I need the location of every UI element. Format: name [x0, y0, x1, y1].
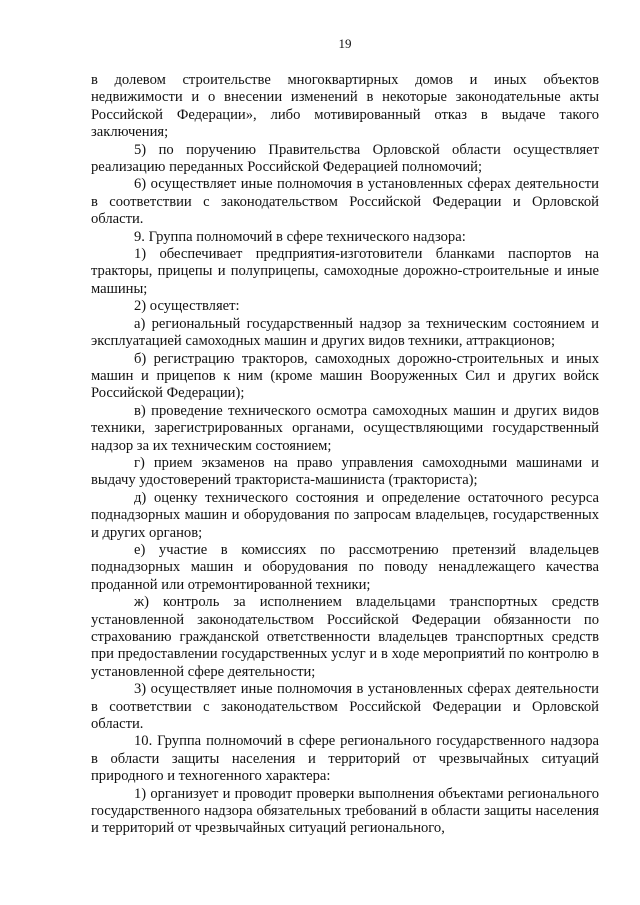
paragraph: а) региональный государственный надзор за техническим состоянием и эксплуатацией самоходных машин и других видов техники, аттракционов;	[91, 315, 599, 350]
paragraph: 3) осуществляет иные полномочия в установленных сферах деятельности в соответствии с законодательством Российской Федерации и Орловской области.	[91, 681, 599, 733]
paragraph: 6) осуществляет иные полномочия в установленных сферах деятельности в соответствии с законодательством Российской Федерации и Орловской области.	[91, 176, 599, 228]
paragraph: ж) контроль за исполнением владельцами транспортных средств установленной законодательством Российской Федерации обязанности по страхованию гражданской ответственности владельцев транспортных средств при предоставлении государственных услуг и в ходе мероприятий по контролю в установленной сфере деятельности;	[91, 594, 599, 680]
paragraph: г) прием экзаменов на право управления самоходными машинами и выдачу удостоверений тракториста-машиниста (тракториста);	[91, 454, 599, 489]
paragraph: 10. Группа полномочий в сфере регионального государственного надзора в области защиты населения и территорий от чрезвычайных ситуаций природного и техногенного характера:	[91, 733, 599, 785]
paragraph: 9. Группа полномочий в сфере технического надзора:	[134, 228, 466, 245]
paragraph: 5) по поручению Правительства Орловской области осуществляет реализацию переданных Российской Федерацией полномочий;	[91, 141, 599, 176]
paragraph: 1) организует и проводит проверки выполнения объектами регионального государственного надзора обязательных требований в области защиты населения и территорий от чрезвычайных ситуаций регионального,	[91, 785, 599, 837]
page-number: 19	[338, 36, 352, 51]
paragraph: е) участие в комиссиях по рассмотрению претензий владельцев поднадзорных машин и оборудования по поводу ненадлежащего качества проданной или отремонтированной техники;	[91, 541, 599, 593]
paragraph: 2) осуществляет:	[134, 298, 240, 315]
paragraph: в) проведение технического осмотра самоходных машин и других видов техники, зарегистрированных органами, осуществляющими государственный надзор за их техническим состоянием;	[91, 402, 599, 454]
document-body	[91, 72, 599, 838]
paragraph: 1) обеспечивает предприятия-изготовители бланками паспортов на тракторы, прицепы и полуприцепы, самоходные дорожно-строительные и иные машины;	[91, 246, 599, 297]
paragraph: в долевом строительстве многоквартирных домов и иных объектов недвижимости и о внесении изменений в некоторые законодательные акты Российской Федерации», либо мотивированный отказ в выдаче такого заключения;	[91, 72, 599, 141]
paragraph: б) регистрацию тракторов, самоходных дорожно-строительных и иных машин и прицепов к ним (кроме машин Вооруженных Сил и других войск Российской Федерации);	[91, 350, 599, 402]
paragraph: д) оценку технического состояния и определение остаточного ресурса поднадзорных машин и оборудования по запросам владельцев, государственных и других органов;	[91, 489, 599, 541]
